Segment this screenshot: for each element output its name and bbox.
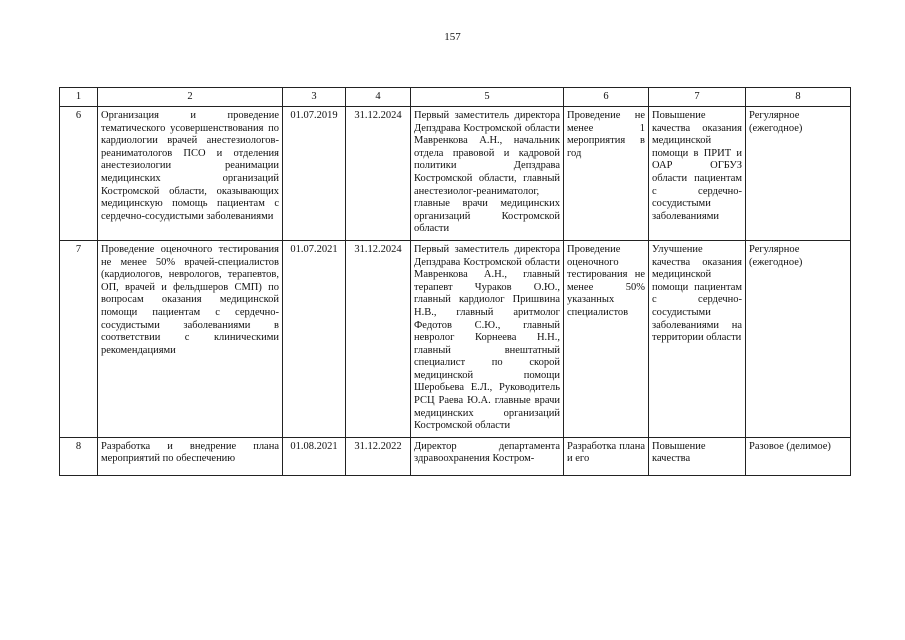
page-number: 157: [444, 31, 461, 43]
table-row: [60, 107, 851, 241]
goal-cell: Повышение качества: [649, 437, 746, 475]
table-row: [60, 240, 851, 437]
header-col-2: 2: [98, 88, 283, 107]
result-cell: Проведение оценочного тестирования не менее 50% указанных специалистов: [564, 240, 649, 437]
end-date-cell: 31.12.2024: [346, 107, 411, 241]
activity-cell: Организация и проведение тематического усовершенствования по кардиологии врачей анестезиологов-реаниматологов ПСО и отделения анестезиологии реанимации медицинских организаций Костромской области, оказывающих медицинскую помощь пациентам с сердечно-сосудистыми заболеваниями: [98, 107, 283, 241]
header-col-7: 7: [649, 88, 746, 107]
header-row: [60, 88, 851, 107]
result-cell: Разработка плана и его: [564, 437, 649, 475]
header-col-5: 5: [411, 88, 564, 107]
measures-table: [59, 87, 851, 476]
end-date-cell: 31.12.2024: [346, 240, 411, 437]
header-col-4: 4: [346, 88, 411, 107]
start-date-cell: 01.07.2021: [283, 240, 346, 437]
header-col-8: 8: [746, 88, 851, 107]
frequency-cell: Разовое (делимое): [746, 437, 851, 475]
table-row: [60, 437, 851, 475]
start-date-cell: 01.08.2021: [283, 437, 346, 475]
header-col-3: 3: [283, 88, 346, 107]
start-date-cell: 01.07.2019: [283, 107, 346, 241]
responsible-cell: Первый заместитель директора Депздрава Костромской области Мавренкова А.Н., главный терапевт Чураков О.Ю., главный кардиолог Пришвина Н.В., главный аритмолог Федотов С.Ю., главный невролог Корнеева Н.Н., главный внештатный специалист по скорой медицинской помощи Шеробьева Е.Л., Руководитель РСЦ Раева Ю.А. главные врачи медицинских организаций Костромской области: [411, 240, 564, 437]
goal-cell: Улучшение качества оказания медицинской помощи пациентам с сердечно-сосудистыми заболеваниями на территории области: [649, 240, 746, 437]
frequency-cell: Регулярное (ежегодное): [746, 107, 851, 241]
row-number: 8: [60, 437, 98, 475]
goal-cell: Повышение качества оказания медицинской помощи в ПРИТ и ОАР ОГБУЗ области пациентам с сердечно-сосудистыми заболеваниями: [649, 107, 746, 241]
row-number: 7: [60, 240, 98, 437]
header-col-6: 6: [564, 88, 649, 107]
responsible-cell: Первый заместитель директора Депздрава Костромской области Мавренкова А.Н., начальник отдела правовой и кадровой политики Депздрава Костромской области, главный анестезиолог-реаниматолог, главные врачи медицинских организаций Костромской области: [411, 107, 564, 241]
end-date-cell: 31.12.2022: [346, 437, 411, 475]
result-cell: Проведение не менее 1 мероприятия в год: [564, 107, 649, 241]
activity-cell: Разработка и внедрение плана мероприятий по обеспечению: [98, 437, 283, 475]
header-col-1: 1: [60, 88, 98, 107]
responsible-cell: Директор департамента здравоохранения Костром-: [411, 437, 564, 475]
frequency-cell: Регулярное (ежегодное): [746, 240, 851, 437]
row-number: 6: [60, 107, 98, 241]
activity-cell: Проведение оценочного тестирования не менее 50% врачей-специалистов (кардиологов, неврологов, терапевтов, ОП, врачей и фельдшеров СМП) по вопросам оказания медицинской помощи пациентам с сердечно-сосудистыми заболеваниями в соответствии с клиническими рекомендациями: [98, 240, 283, 437]
